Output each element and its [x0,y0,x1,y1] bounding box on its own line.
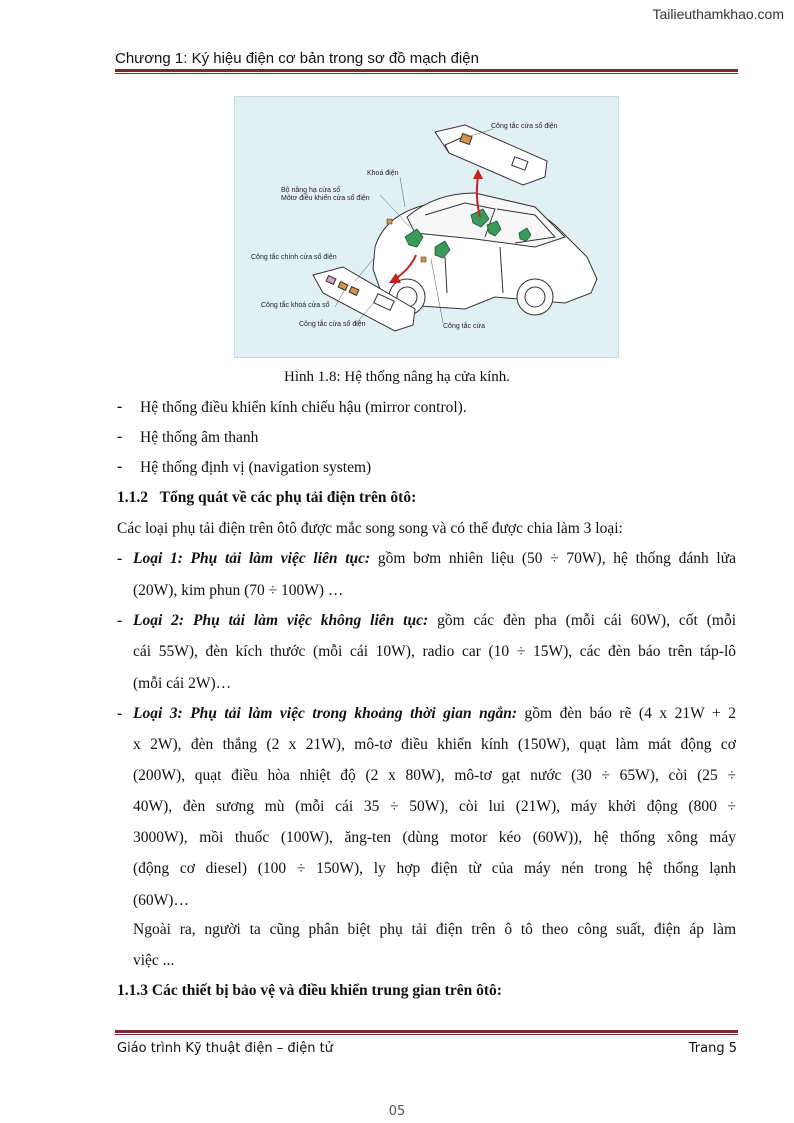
label-main-switch: Công tắc chính cửa sổ điện [251,254,337,261]
car-body [373,193,597,315]
loai3-line5: 3000W), mồi thuốc (100W), ăng-ten (dùng motor kéo (60W)), hệ thống xông máy [133,829,736,846]
bullet-dash: - [117,612,123,629]
label-window-motor: Môtơ điều khiển cửa sổ điện [281,195,370,202]
loai3-line6: (động cơ diesel) (100 ÷ 150W), ly hợp điện từ của máy nén trong hệ thống lạnh [133,860,736,877]
bullet-dash: - [117,458,123,475]
label-window-switch-bottom: Công tắc cửa sổ điện [299,321,366,328]
label-window-switch-top: Công tắc cửa sổ điện [491,123,558,130]
watermark: Tailieuthamkhao.com [652,6,784,22]
section-intro: Các loại phụ tải điện trên ôtô được mắc song song và có thể được chia làm 3 loại: [117,520,623,537]
footer-page: Trang 5 [688,1041,737,1056]
figure-caption: Hình 1.8: Hệ thống nâng hạ cửa kính. [283,369,510,385]
section-title: Tổng quát về các phụ tải điện trên ôtô: [159,489,417,506]
label-window-regulator: Bộ nâng hạ cửa sổ [281,187,341,194]
bullet-item: Hệ thống điều khiển kính chiếu hậu (mirror control). [140,399,467,416]
section-heading-112 [117,489,416,507]
loai2-label: Loại 2: Phụ tải làm việc không liên tục: [133,612,429,629]
loai3-line4: 40W), đèn sương mù (mỗi cái 35 ÷ 50W), còi lui (21W), máy khởi động (800 ÷ [133,798,736,815]
label-door-switch: Công tắc cửa [443,323,486,330]
loai3-label: Loại 3: Phụ tải làm việc trong khoảng thời gian ngắn: [133,705,518,722]
loai1-line2: (20W), kim phun (70 ÷ 100W) … [133,582,344,599]
label-ignition-key: Khoá điện [367,170,399,177]
loai3-line1 [133,705,736,723]
footer-title: Giáo trình Kỹ thuật điện – điện tử [117,1041,333,1056]
header-rule [115,69,738,75]
car-illustration [235,97,618,357]
label-window-lock-switch: Công tắc khoá cửa sổ [261,302,330,309]
section-heading-113: 1.1.3 Các thiết bị bảo vệ và điều khiển trung gian trên ôtô: [117,982,502,999]
footer-rule [115,1030,738,1035]
section-number: 1.1.2 [117,489,148,506]
note-line1: Ngoài ra, người ta cũng phân biệt phụ tải điện trên ô tô theo công suất, điện áp làm [133,921,736,938]
bullet-dash: - [117,428,123,445]
loai3-line3: (200W), quạt điều hòa nhiệt độ (2 x 80W), mô-tơ gạt nước (30 ÷ 65W), còi (25 ÷ [133,767,736,784]
loai2-text: gồm các đèn pha (mỗi cái 60W), cốt (mỗi [428,612,737,629]
power-window-figure [234,96,619,358]
bullet-item: Hệ thống định vị (navigation system) [140,459,372,476]
loai2-line3: (mỗi cái 2W)… [133,675,232,692]
door-switch-panel-top [435,125,547,185]
loai1-line1 [133,550,736,568]
bullet-dash: - [117,398,123,415]
bullet-dash: - [117,550,123,567]
loai3-line2: x 2W), đèn thắng (2 x 21W), mô-tơ điều khiển kính (150W), quạt làm mát động cơ [133,736,736,753]
chapter-header: Chương 1: Ký hiệu điện cơ bản trong sơ đồ mạch điện [115,50,479,67]
loai1-label: Loại 1: Phụ tải làm việc liên tục: [133,550,371,567]
note-line2: việc ... [133,952,175,969]
loai2-line2: cái 55W), đèn kích thước (mỗi cái 10W), radio car (10 ÷ 15W), các đèn báo trên táp-lô [133,643,736,660]
page-number: 05 [388,1104,406,1119]
bullet-item: Hệ thống âm thanh [140,429,259,446]
loai3-text: gồm đèn báo rẽ (4 x 21W + 2 [517,705,736,722]
loai3-line7: (60W)… [133,892,189,909]
bullet-dash: - [117,705,123,722]
loai1-text: gồm bơm nhiên liệu (50 ÷ 70W), hệ thống đánh lửa [370,550,736,567]
loai2-line1 [133,612,736,630]
